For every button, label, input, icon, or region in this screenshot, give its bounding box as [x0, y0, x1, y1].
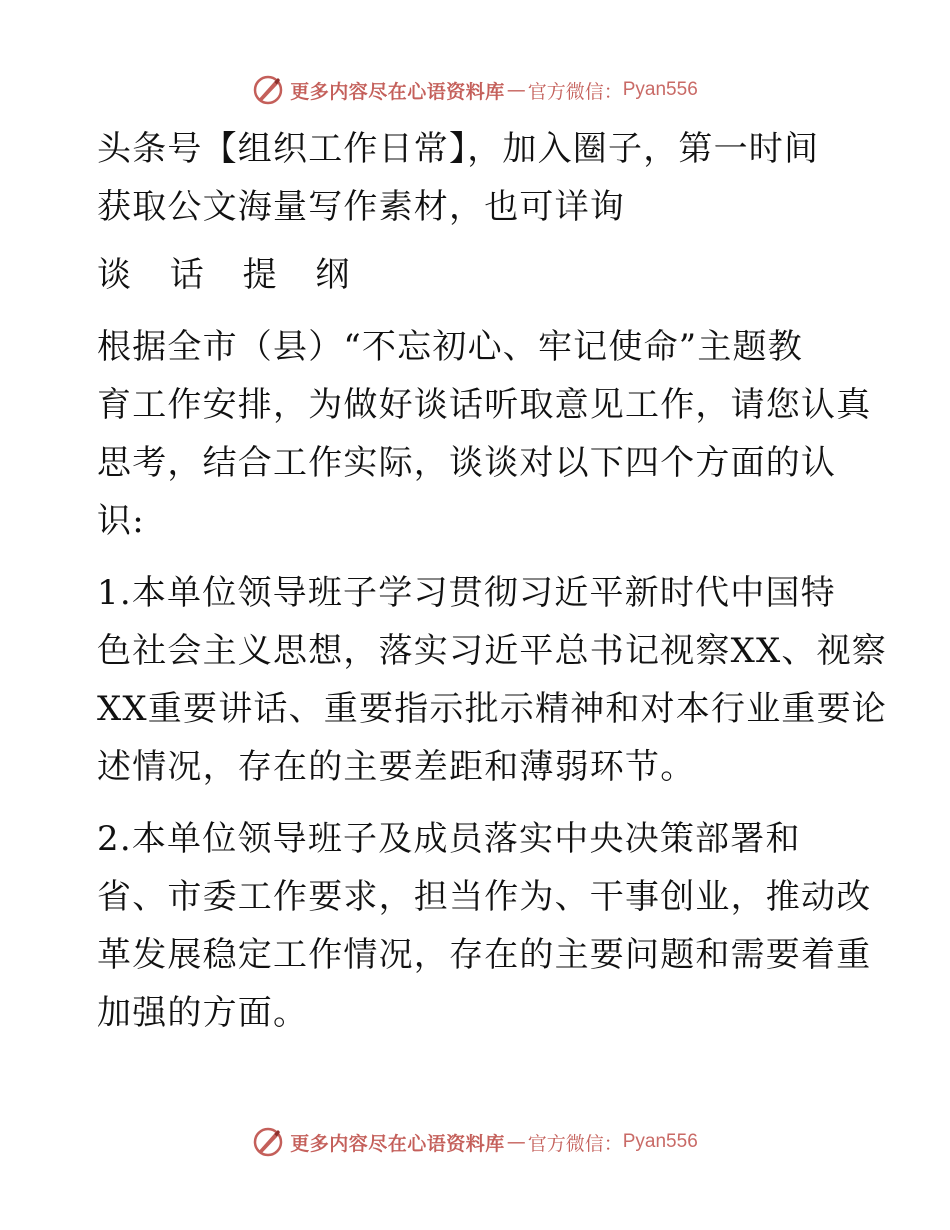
item-2-paragraph [97, 810, 872, 1042]
banner-dash: — [506, 79, 526, 101]
pen-circle-logo-icon [252, 74, 284, 106]
item-1-line: 色社会主义思想，落实习近平总书记视察XX、视察 [97, 631, 888, 671]
banner-wechat-handle: Pyan556 [622, 79, 698, 100]
document-body [97, 120, 888, 1042]
body-line: 思考，结合工作实际，谈谈对以下四个方面的认 [97, 443, 837, 483]
footer-watermark-banner [0, 1122, 950, 1162]
banner-wechat-handle: Pyan556 [622, 1131, 698, 1152]
body-line: 育工作安排，为做好谈话听取意见工作，请您认真 [97, 385, 872, 425]
pen-circle-logo-icon [252, 1126, 284, 1158]
body-line: 根据全市（县）“不忘初心、牢记使命”主题教 [97, 327, 803, 367]
item-2-line: 省、市委工作要求，担当作为、干事创业，推动改 [97, 877, 872, 917]
intro-line: 获取公文海量写作素材，也可详询 [97, 187, 625, 227]
document-title [97, 246, 867, 304]
body-line: 识: [97, 501, 145, 541]
banner-wechat-label: 官方微信： [527, 80, 623, 103]
banner-dash: — [506, 1131, 526, 1153]
title-line: 谈 话 提 纲 [97, 255, 364, 295]
body-paragraph [97, 318, 872, 550]
item-2-line: 2.本单位领导班子及成员落实中央决策部署和 [97, 819, 801, 859]
banner-wechat-label: 官方微信： [527, 1132, 623, 1155]
item-1-line: 1.本单位领导班子学习贯彻习近平新时代中国特 [97, 573, 836, 613]
banner-site-name: 更多内容尽在心语资料库 [290, 80, 505, 103]
item-1-paragraph [97, 564, 888, 796]
item-2-line: 加强的方面。 [97, 993, 309, 1033]
intro-line: 头条号【组织工作日常】，加入圈子，第一时间 [97, 129, 820, 169]
item-1-line: 述情况，存在的主要差距和薄弱环节。 [97, 747, 696, 787]
intro-paragraph [97, 120, 867, 236]
banner-site-name: 更多内容尽在心语资料库 [290, 1132, 505, 1155]
item-2-line: 革发展稳定工作情况，存在的主要问题和需要着重 [97, 935, 872, 975]
header-watermark-banner [0, 70, 950, 110]
item-1-line: XX重要讲话、重要指示批示精神和对本行业重要论 [97, 689, 888, 729]
